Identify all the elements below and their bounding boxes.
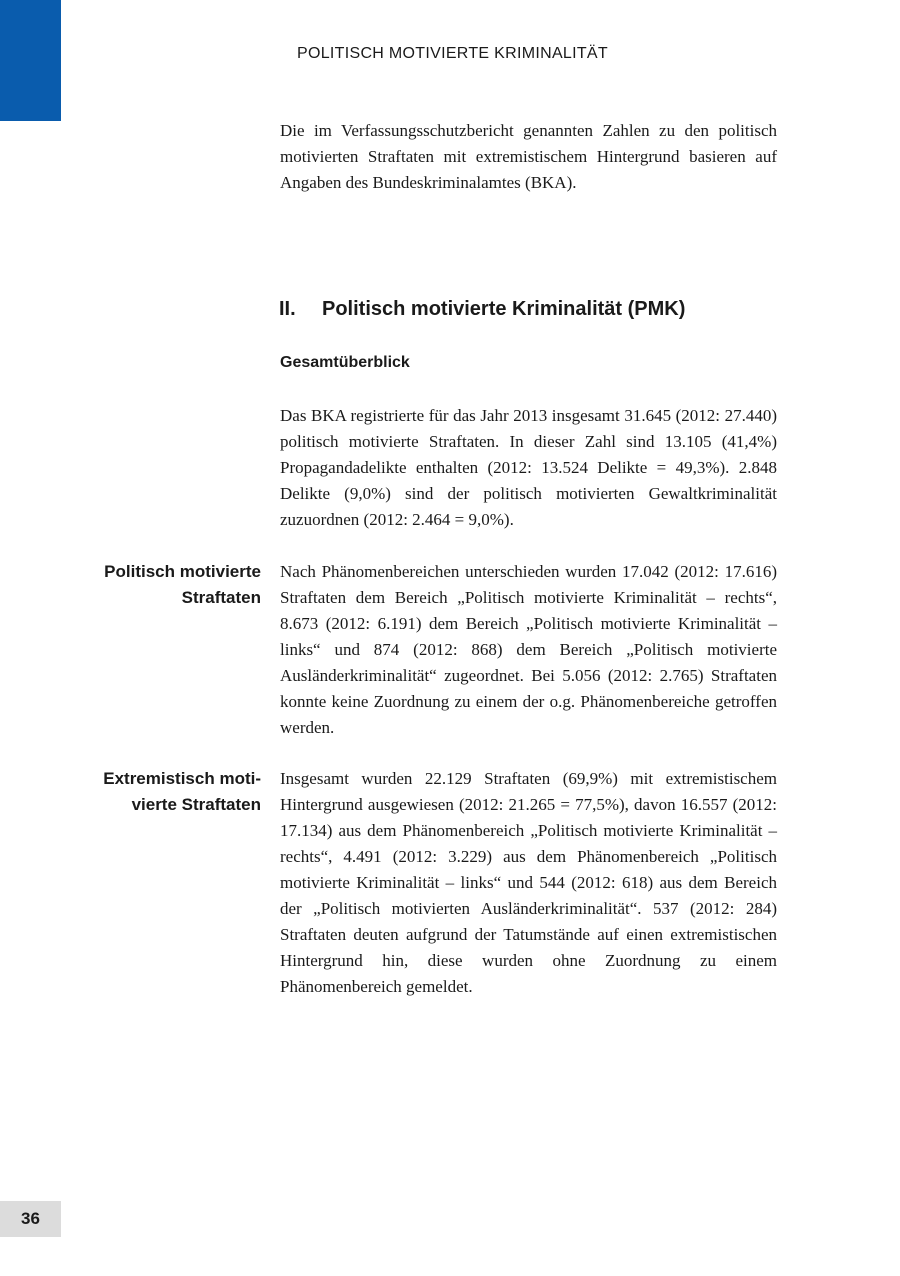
extremist-offences-paragraph: Insgesamt wurden 22.129 Straftaten (69,9%) mit extremistischem Hintergrund ausgewiesen (2012: 21.265 = 77,5%), davon 16.557 (2012: 17.134) aus dem Phänomenbereich „Politisch motivierte Kriminalität – rechts“, 4.491 (2012: 3.229) aus dem Phänomenbereich „Politisch motivierte Kriminalität – links“ und 544 (2012: 618) aus dem Bereich der „Politisch motivierten Ausländerkriminalität“. 537 (2012: 284) Straftaten deuten aufgrund der Tatumstände auf einen extremistischen Hintergrund hin, diese wurden ohne Zuordnung zu einem Phänomenbereich gemeldet. <box>280 769 777 996</box>
margin-note-line: Straftaten <box>181 588 261 607</box>
intro-paragraph: Die im Verfassungsschutzbericht genannten Zahlen zu den politisch motivierten Straftaten mit extremistischem Hintergrund basieren auf Angaben des Bundeskriminalamtes (BKA). <box>280 121 777 192</box>
margin-note-extremist-offences <box>71 766 261 818</box>
section-number: II. <box>279 298 296 320</box>
chapter-color-tab <box>0 0 61 121</box>
running-header: POLITISCH MOTIVIERTE KRIMINALITÄT <box>297 45 608 62</box>
overview-paragraph: Das BKA registrierte für das Jahr 2013 insgesamt 31.645 (2012: 27.440) politisch motivierte Straftaten. In dieser Zahl sind 13.105 (41,4%) Propagandadelikte enthalten (2012: 13.524 Delikte = 49,3%). 2.848 Delikte (9,0%) sind der politisch motivierten Gewaltkriminalität zuzuordnen (2012: 2.464 = 9,0%). <box>280 406 777 529</box>
page-number: 36 <box>0 1201 61 1237</box>
section-heading <box>279 298 685 321</box>
margin-note-line: Extremistisch moti- <box>103 769 261 788</box>
section-title: Politisch motivierte Kriminalität (PMK) <box>322 298 686 320</box>
margin-note-motivated-offences <box>71 559 261 611</box>
margin-note-line: Politisch motivierte <box>104 562 261 581</box>
margin-note-line: vierte Straftaten <box>131 795 261 814</box>
subheading-overview: Gesamtüberblick <box>280 354 410 371</box>
motivated-offences-paragraph: Nach Phänomenbereichen unterschieden wurden 17.042 (2012: 17.616) Straftaten dem Bereich „Politisch motivierte Kriminalität – rechts“, 8.673 (2012: 6.191) dem Bereich „Politisch motivierte Kriminalität – links“ und 874 (2012: 868) dem Bereich „Politisch motivierte Ausländerkriminalität“ zugeordnet. Bei 5.056 (2012: 2.765) Straftaten konnte keine Zuordnung zu einem der o.g. Phänomenbereiche getroffen werden. <box>280 562 777 737</box>
